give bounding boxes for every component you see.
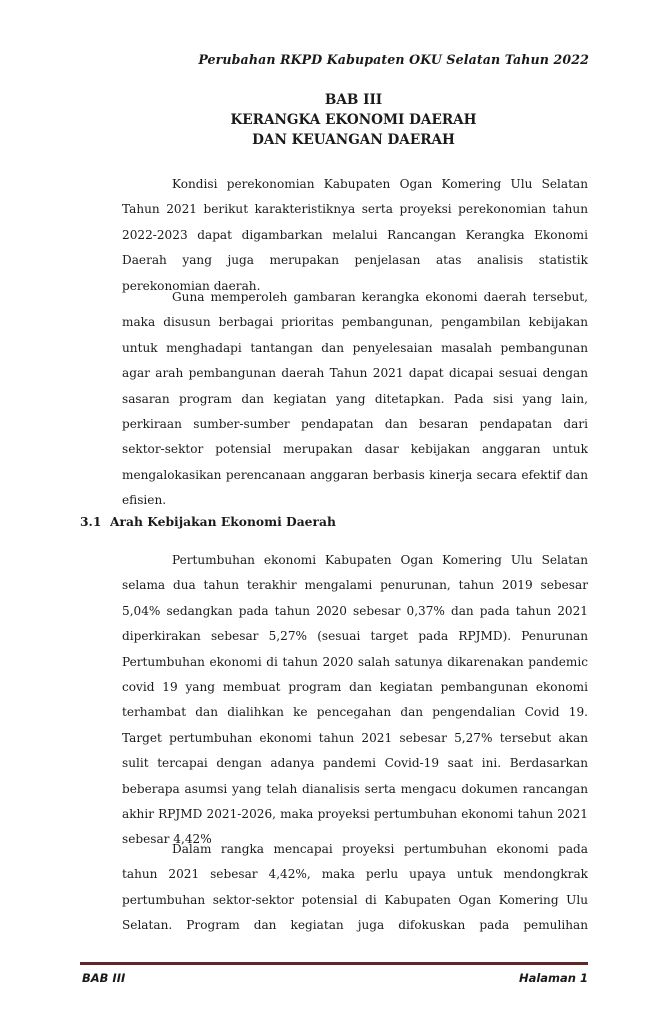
chapter-title [0,90,667,150]
section-paragraph-1 [122,548,588,853]
chapter-title-line-2: DAN KEUANGAN DAERAH [252,132,455,148]
section-number: 3.1 [80,514,102,529]
paragraph-text: Dalam rangka mencapai proyeksi pertumbuhan ekonomi pada tahun 2021 sebesar 4,42%, maka perlu upaya untuk mendongkrak pertumbuhan sektor-sektor potensial di Kabupaten Ogan Komering Ulu Selatan. Program dan kegiatan juga difokuskan pada pemulihan [122,842,588,933]
section-title: Arah Kebijakan Ekonomi Daerah [110,514,336,529]
footer-chapter-label: BAB III [82,971,126,985]
chapter-number: BAB III [324,92,383,108]
chapter-title-line-1: KERANGKA EKONOMI DAERAH [230,112,477,128]
paragraph-text: Guna memperoleh gambaran kerangka ekonomi daerah tersebut, maka disusun berbagai prioritas pembangunan, pengambilan kebijakan untuk menghadapi tantangan dan penyelesaian masalah pembangunan agar arah pembangunan daerah Tahun 2021 dapat dicapai sesuai dengan sasaran program dan kegiatan yang ditetapkan. Pada sisi yang lain, perkiraan sumber-sumber pendapatan dan besaran pendapatan dari sektor-sektor potensial merupakan dasar kebijakan anggaran untuk mengalokasikan perencanaan anggaran berbasis kinerja secara efektif dan efisien. [122,290,588,508]
section-heading [80,514,336,529]
running-header: Perubahan RKPD Kabupaten OKU Selatan Tahun 2022 [198,52,589,67]
section-paragraph-2 [122,837,588,939]
footer-divider [80,962,588,965]
paragraph-text: Pertumbuhan ekonomi Kabupaten Ogan Komering Ulu Selatan selama dua tahun terakhir mengalami penurunan, tahun 2019 sebesar 5,04% sedangkan pada tahun 2020 sebesar 0,37% dan pada tahun 2021 diperkirakan sebesar 5,27% (sesuai target pada RPJMD). Penurunan Pertumbuhan ekonomi di tahun 2020 salah satunya dikarenakan pandemic covid 19 yang membuat program dan kegiatan pembangunan ekonomi terhambat dan dialihkan ke pencegahan dan pengendalian Covid 19. Target pertumbuhan ekonomi tahun 2021 sebesar 5,27% tersebut akan sulit tercapai dengan adanya pandemi Covid-19 saat ini. Berdasarkan beberapa asumsi yang telah dianalisis serta mengacu dokumen rancangan akhir RPJMD 2021-2026, maka proyeksi pertumbuhan ekonomi tahun 2021 sebesar 4,42% [122,553,588,847]
intro-paragraph-1 [122,172,588,299]
intro-paragraph-2 [122,285,588,514]
footer-page-number: Halaman 1 [518,971,588,985]
paragraph-text: Kondisi perekonomian Kabupaten Ogan Komering Ulu Selatan Tahun 2021 berikut karakteristiknya serta proyeksi perekonomian tahun 2022-2023 dapat digambarkan melalui Rancangan Kerangka Ekonomi Daerah yang juga merupakan penjelasan atas analisis statistik perekonomian daerah. [122,177,588,293]
